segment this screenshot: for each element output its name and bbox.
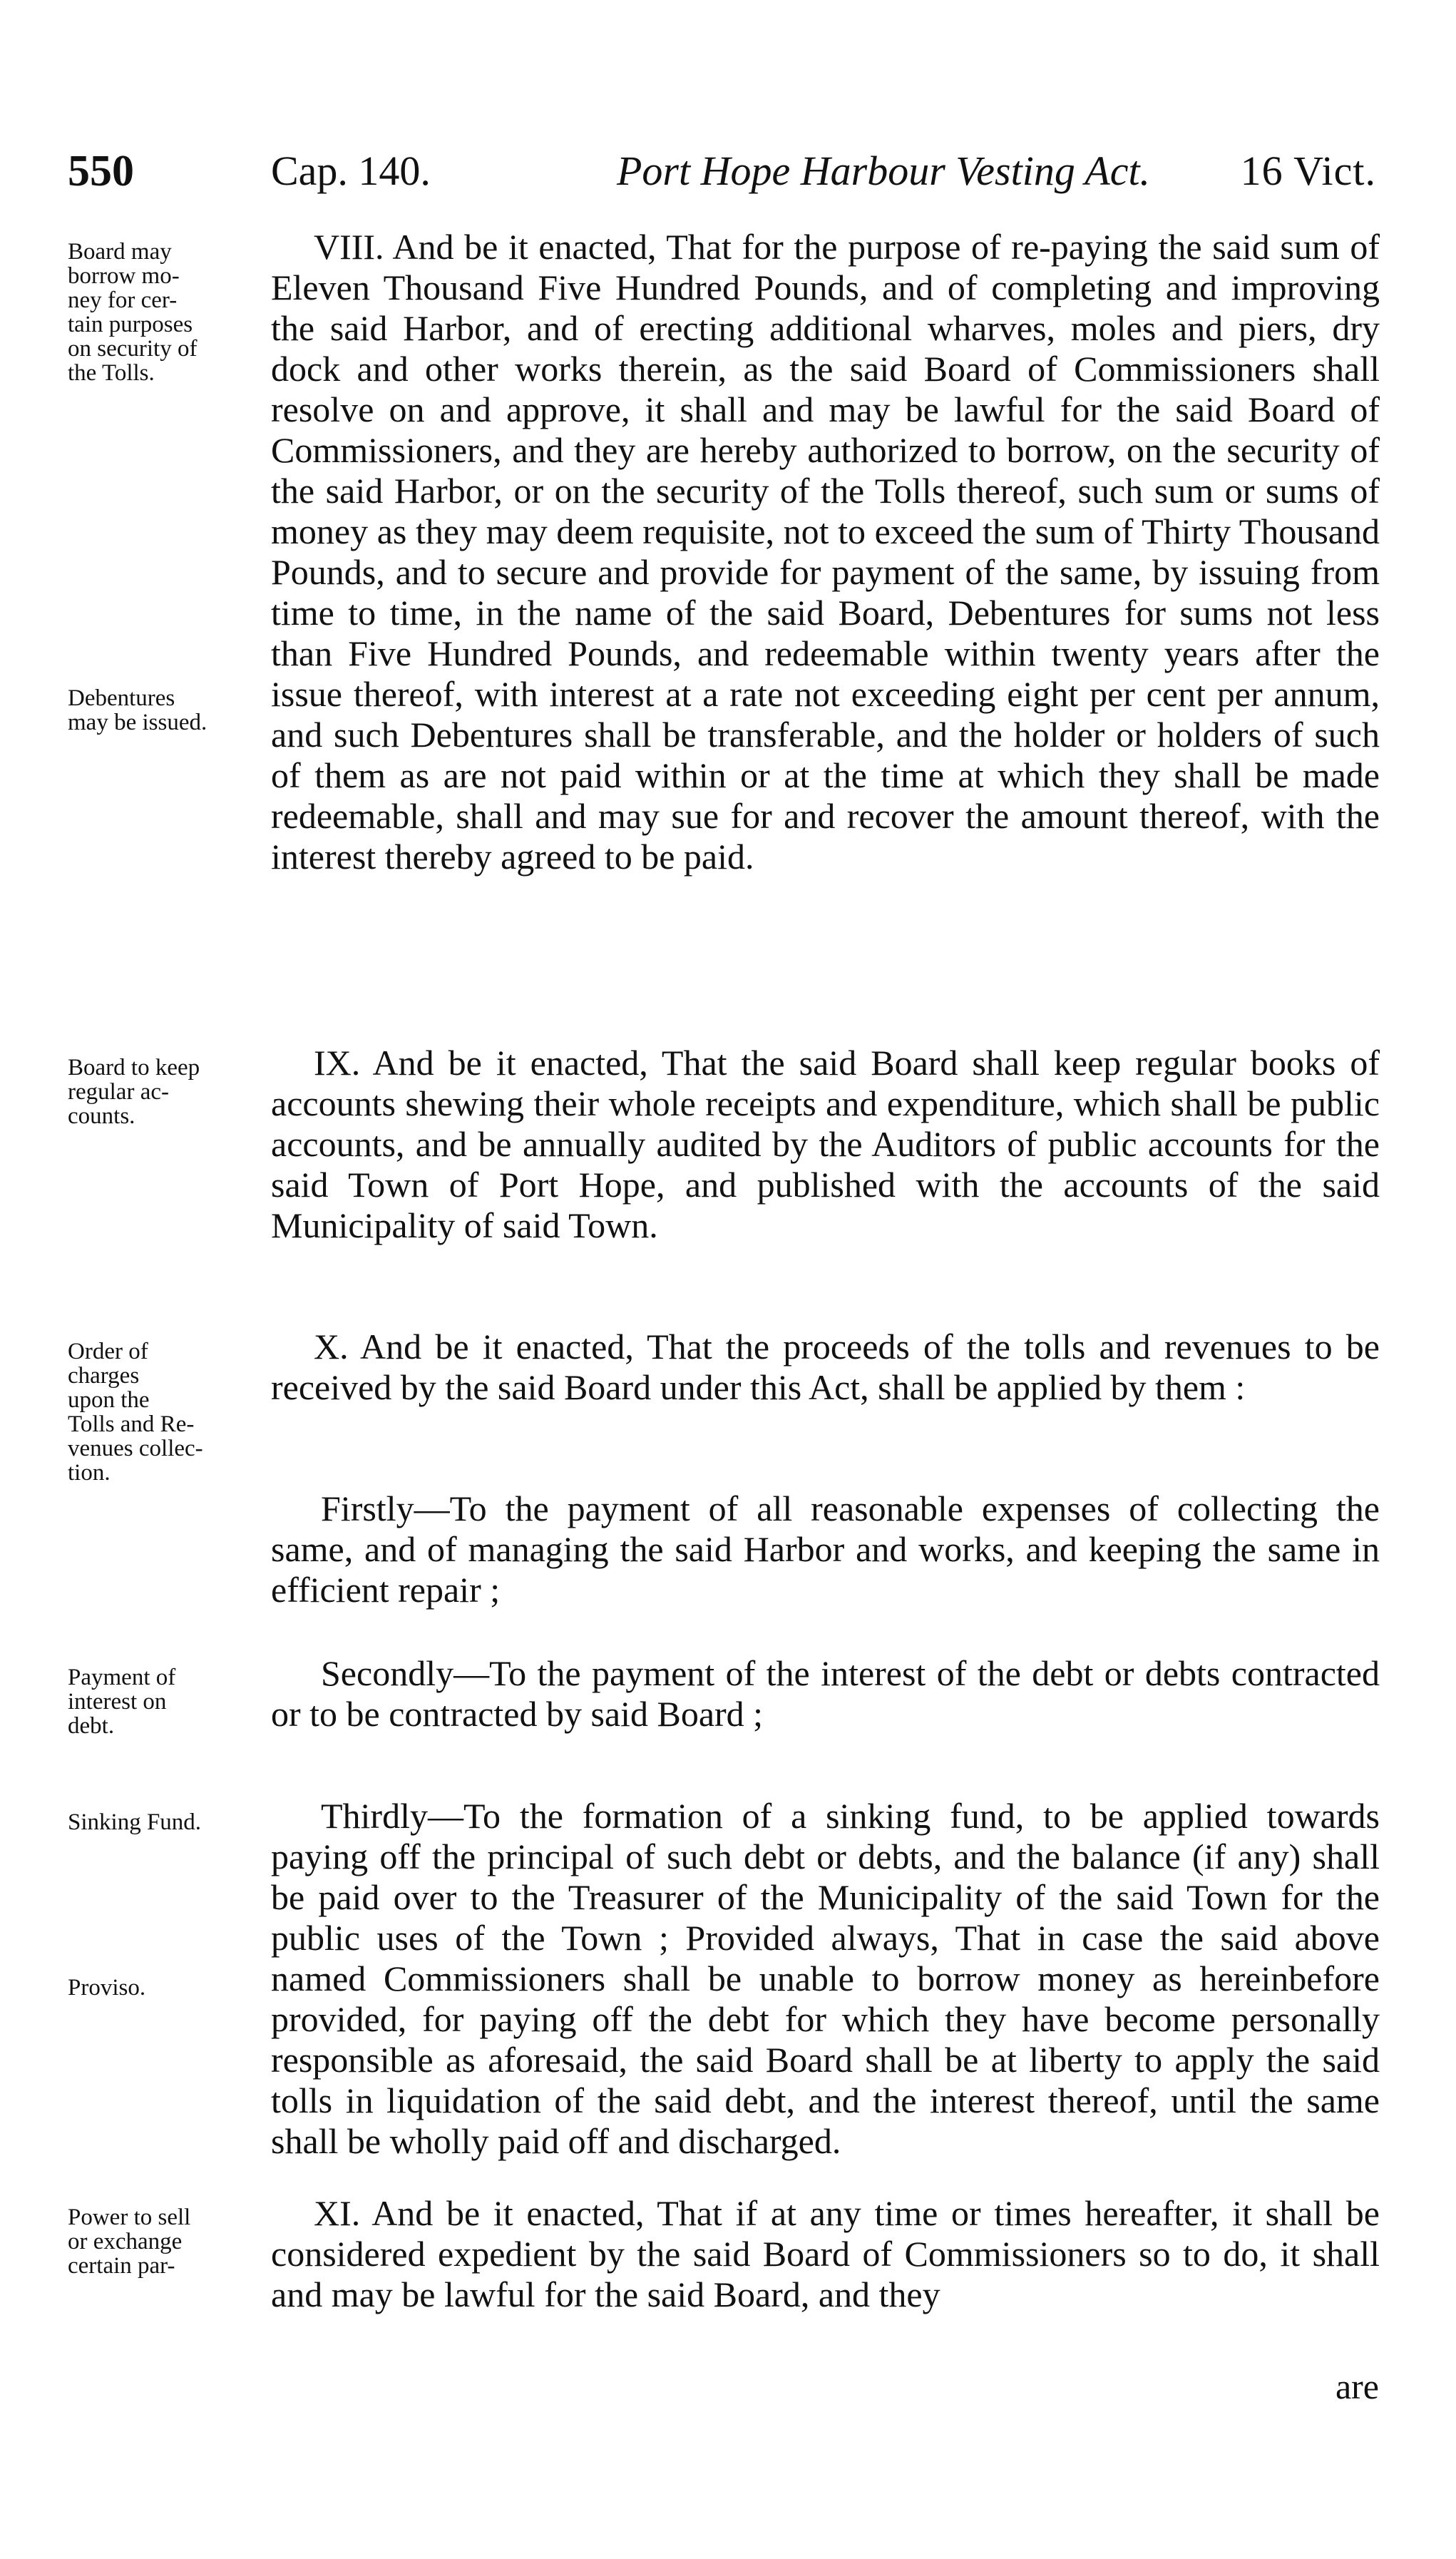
section-viii: VIII. And be it enacted, That for the purpose of re-paying the said sum of Eleven Thousand Five Hundred Pounds, and of completing and improving the said Harbor, and of erecting additional wharves, moles and piers, dry dock and other works therein, as the said Board of Commissioners shall resolve on and approve, it shall and may be lawful for the said Board of Commissioners, and they are hereby authorized to borrow, on the security of the said Harbor, or on the security of the Tolls thereof, such sum or sums of money as they may deem requisite, not to exceed the sum of Thirty Thousand Pounds, and to secure and provide for payment of the same, by issuing from time to time, in the name of the said Board, Debentures for sums not less than Five Hundred Pounds, and redeemable within twenty years after the issue thereof, with interest at a rate not exceeding eight per cent per annum, and such Debentures shall be transferable, and the holder or holders of such of them as are not paid within or at the time at which they shall be made redeemable, shall and may sue for and recover the amount thereof, with the interest thereby agreed to be paid. bbox=[271, 227, 1380, 877]
margin-note-interest: Payment of interest on debt. bbox=[68, 1665, 176, 1739]
running-header bbox=[68, 139, 1376, 203]
margin-note-borrow: Board may borrow mo- ney for cer- tain purposes on security of the Tolls. bbox=[68, 239, 198, 386]
section-x-firstly: Firstly—To the payment of all reasonable expenses of collecting the same, and of managing the said Harbor and works, and keeping the same in efficient repair ; bbox=[271, 1488, 1380, 1610]
act-title: Port Hope Harbour Vesting Act. bbox=[617, 148, 1151, 194]
section-x: X. And be it enacted, That the proceeds of the tolls and revenues to be received by the said Board under this Act, shall be applied by them : bbox=[271, 1327, 1380, 1407]
margin-note-power-to-sell: Power to sell or exchange certain par- bbox=[68, 2205, 191, 2279]
section-ix: IX. And be it enacted, That the said Board shall keep regular books of accounts shewing their whole receipts and expenditure, which shall be public accounts, and be annually audited by the Auditors of public accounts for the said Town of Port Hope, and published with the accounts of the said Municipality of said Town. bbox=[271, 1043, 1380, 1245]
margin-note-sinking-fund: Sinking Fund. bbox=[68, 1809, 202, 1835]
section-x-thirdly: Thirdly—To the formation of a sinking fund, to be applied towards paying off the principal of such debt or debts, and the balance (if any) shall be paid over to the Treasurer of the Municipality of the said Town for the public uses of the Town ; Provided always, That in case the said above named Commissioners shall be unable to borrow money as hereinbefore provided, for paying off the debt for which they have become personally responsible as aforesaid, the said Board shall be at liberty to apply the said tolls in liquidation of the said debt, and the interest thereof, until the same shall be wholly paid off and discharged. bbox=[271, 1796, 1380, 2161]
margin-note-accounts: Board to keep regular ac- counts. bbox=[68, 1055, 200, 1129]
margin-note-debentures: Debentures may be issued. bbox=[68, 685, 207, 735]
margin-note-proviso: Proviso. bbox=[68, 1975, 146, 2001]
chapter-label: Cap. 140. bbox=[271, 148, 431, 194]
page-number: 550 bbox=[68, 147, 134, 195]
margin-note-order-of-charges: Order of charges upon the Tolls and Re- venues collec- tion. bbox=[68, 1339, 203, 1486]
regnal-year: 16 Vict. bbox=[1240, 148, 1376, 194]
catchword: are bbox=[1335, 2366, 1379, 2406]
section-xi: XI. And be it enacted, That if at any time or times hereafter, it shall be considered expedient by the said Board of Commissioners so to do, it shall and may be lawful for the said Board, and they bbox=[271, 2193, 1380, 2314]
section-x-secondly: Secondly—To the payment of the interest of the debt or debts contracted or to be contracted by said Board ; bbox=[271, 1653, 1380, 1734]
